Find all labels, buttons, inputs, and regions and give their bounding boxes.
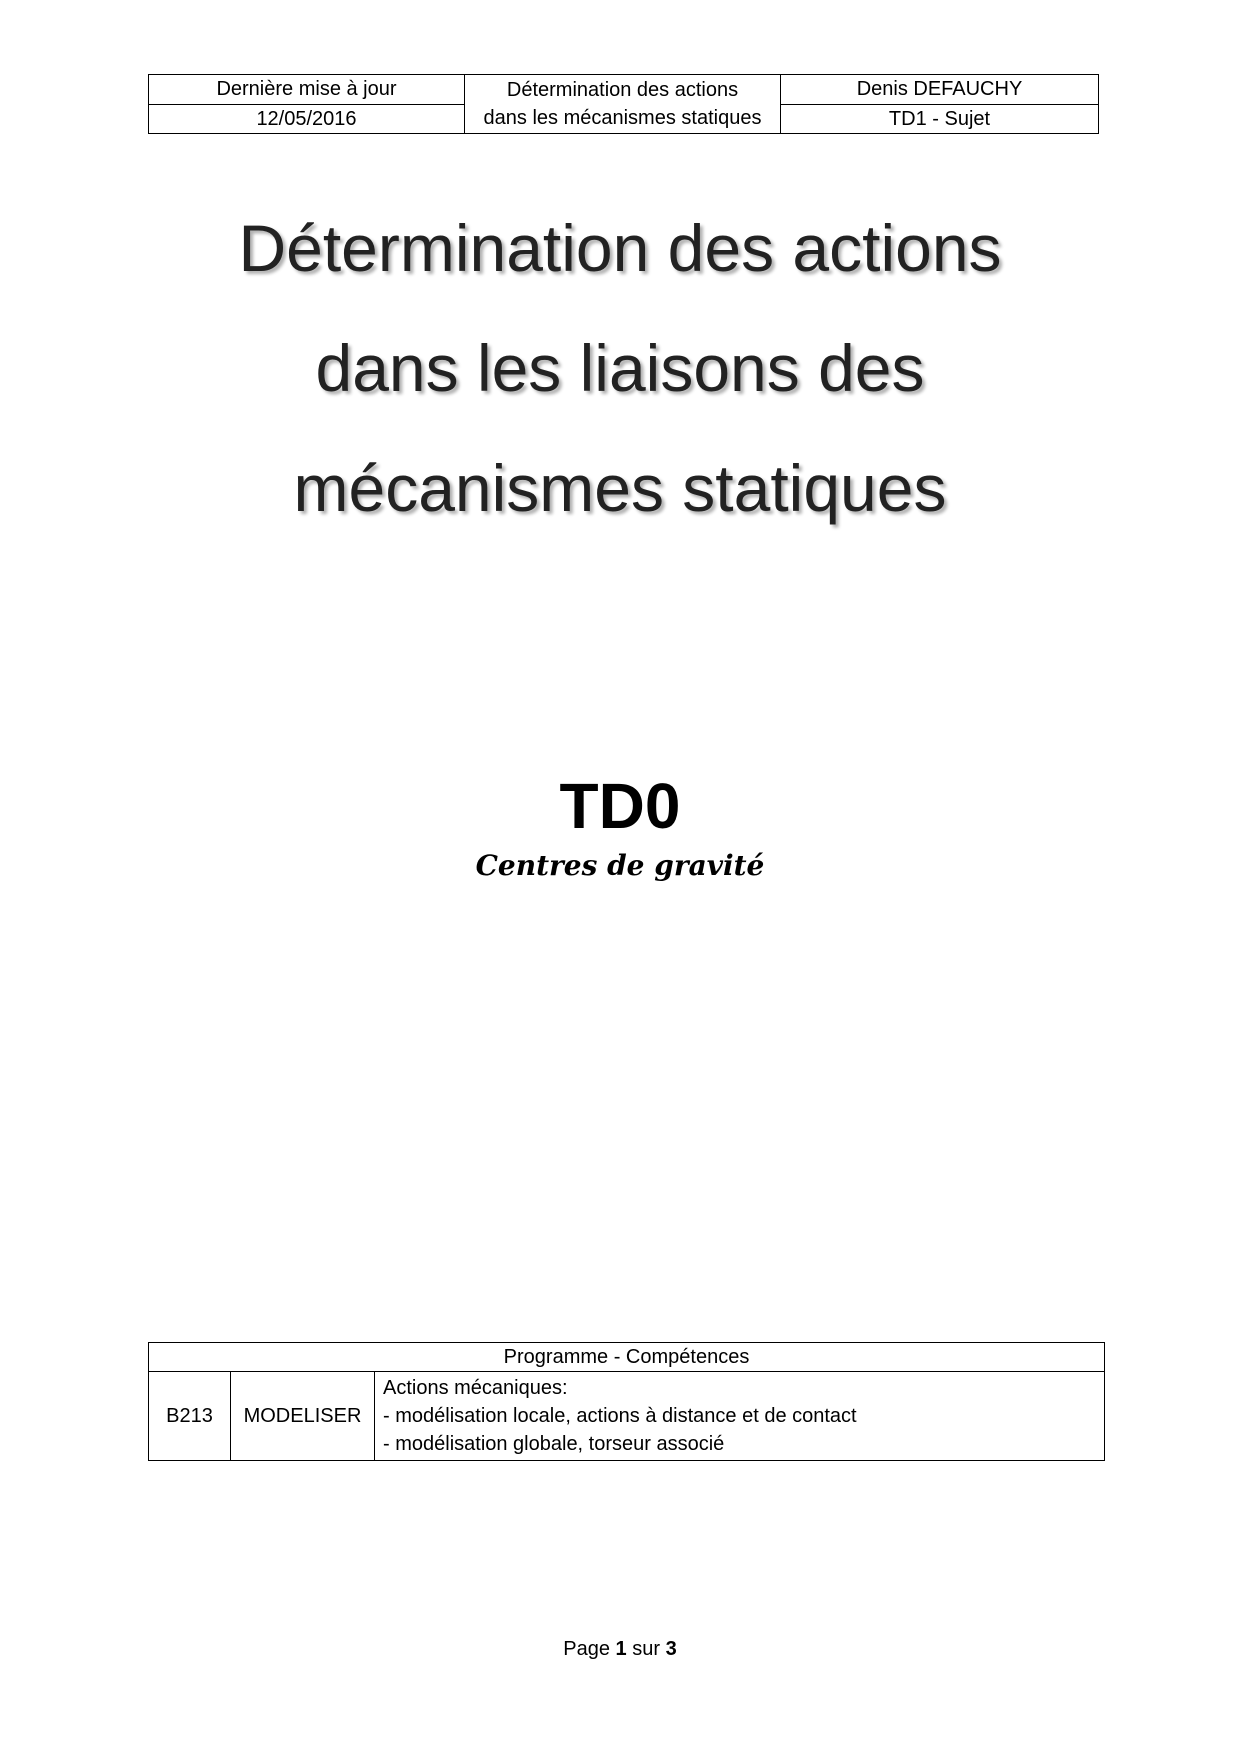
page-footer (0, 1636, 1240, 1662)
table-row (149, 1372, 1105, 1461)
page-total: 3 (665, 1638, 677, 1660)
programme-table (148, 1342, 1105, 1461)
header-subject-line-1: Détermination des actions (506, 79, 739, 101)
competence-line-3: - modélisation globale, torseur associé (383, 1433, 725, 1455)
competence-code: B213 (149, 1372, 231, 1461)
header-update-date: 12/05/2016 (149, 104, 465, 134)
competence-description (375, 1372, 1105, 1461)
header-subject-line-2: dans les mécanismes statiques (483, 107, 762, 129)
header-document-subject (465, 75, 781, 134)
competence-line-2: - modélisation locale, actions à distance et de contact (383, 1405, 857, 1427)
page-prefix: Page (563, 1638, 610, 1660)
header-author: Denis DEFAUCHY (781, 75, 1099, 105)
main-title-line-1: Détermination des actions (238, 211, 1002, 285)
programme-heading: Programme - Compétences (149, 1343, 1105, 1372)
page-current: 1 (615, 1638, 627, 1660)
competence-category: MODELISER (231, 1372, 375, 1461)
main-title (0, 188, 1240, 548)
header-last-update-label: Dernière mise à jour (149, 75, 465, 105)
page-middle: sur (632, 1638, 661, 1660)
header-document-type: TD1 - Sujet (781, 104, 1099, 134)
competence-line-1: Actions mécaniques: (383, 1377, 568, 1399)
td-subtitle: Centres de gravité (475, 849, 765, 882)
td-label: TD0 (559, 770, 681, 842)
main-title-line-3: mécanismes statiques (293, 451, 947, 525)
main-title-line-2: dans les liaisons des (315, 331, 925, 405)
header-table (148, 74, 1099, 134)
